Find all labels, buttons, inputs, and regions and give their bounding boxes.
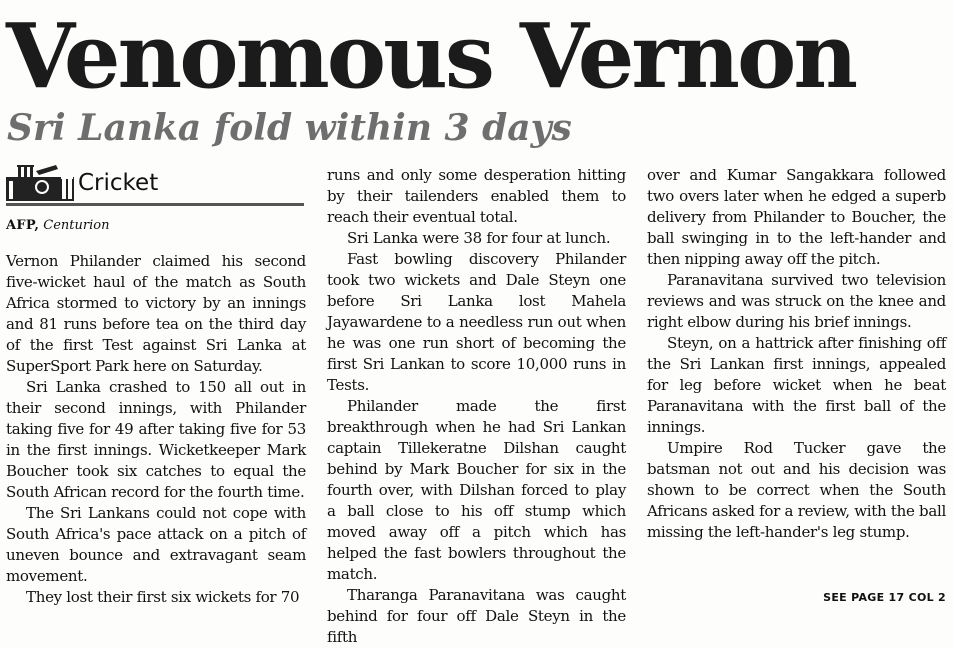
paragraph: Sri Lanka crashed to 150 all out in their second innings, with Philander taking five for 49 after taking five for 53 in the first innings. Wicketkeeper Mark Boucher took six catches to equal the South African record for the fourth time. <box>6 378 306 501</box>
article-column-2 <box>327 165 626 648</box>
paragraph: Paranavitana survived two television reviews and was struck on the knee and right elbow during his brief innings. <box>647 271 946 331</box>
paragraph: Philander made the first breakthrough when he had Sri Lankan captain Tillekeratne Dilshan caught behind by Mark Boucher for six in the fourth over, with Dilshan forced to play a ball close to his off stump which moved away off a pitch which has helped the fast bowlers throughout the match. <box>327 397 626 583</box>
paragraph: runs and only some desperation hitting by their tailenders enabled them to reach their eventual total. <box>327 166 626 226</box>
paragraph: They lost their first six wickets for 70 <box>26 588 300 606</box>
cricket-stumps-icon <box>6 163 74 201</box>
paragraph: Fast bowling discovery Philander took two wickets and Dale Steyn one before Sri Lanka lost Mahela Jayawardene to a needless run out when he was one run short of becoming the first Sri Lankan to score 10,000 runs in Tests. <box>327 250 626 394</box>
paragraph: Steyn, on a hattrick after finishing off the Sri Lankan first innings, appealed for leg before wicket when he beat Paranavitana with the first ball of the innings. <box>647 334 946 436</box>
headline: Venomous Vernon <box>6 3 856 108</box>
paragraph: Sri Lanka were 38 for four at lunch. <box>347 229 611 247</box>
continuation-link[interactable]: SEE PAGE 17 COL 2 <box>823 591 946 604</box>
byline <box>6 217 109 235</box>
article-column-1 <box>6 251 306 608</box>
subheadline: Sri Lanka fold within 3 days <box>7 107 572 149</box>
paragraph: Umpire Rod Tucker gave the batsman not out and his decision was shown to be correct when the South Africans asked for a review, with the ball missing the left-hander's leg stump. <box>647 439 946 541</box>
byline-agency: AFP, <box>6 218 40 233</box>
paragraph: Vernon Philander claimed his second five-wicket haul of the match as South Africa stormed to victory by an innings and 81 runs before tea on the third day of the first Test against Sri Lanka at SuperSport Park here on Saturday. <box>6 252 306 375</box>
section-label <box>6 163 304 206</box>
paragraph: Tharanga Paranavitana was caught behind for four off Dale Steyn in the fifth <box>327 586 626 646</box>
article-column-3 <box>647 165 946 543</box>
byline-place: Centurion <box>43 218 110 233</box>
paragraph: The Sri Lankans could not cope with South Africa's pace attack on a pitch of uneven bounce and extravagant seam movement. <box>6 504 306 585</box>
paragraph: over and Kumar Sangakkara followed two overs later when he edged a superb delivery from Philander to Boucher, the ball swinging in to the left-hander and then nipping away off the pitch. <box>647 166 946 268</box>
section-name: Cricket <box>78 170 159 196</box>
